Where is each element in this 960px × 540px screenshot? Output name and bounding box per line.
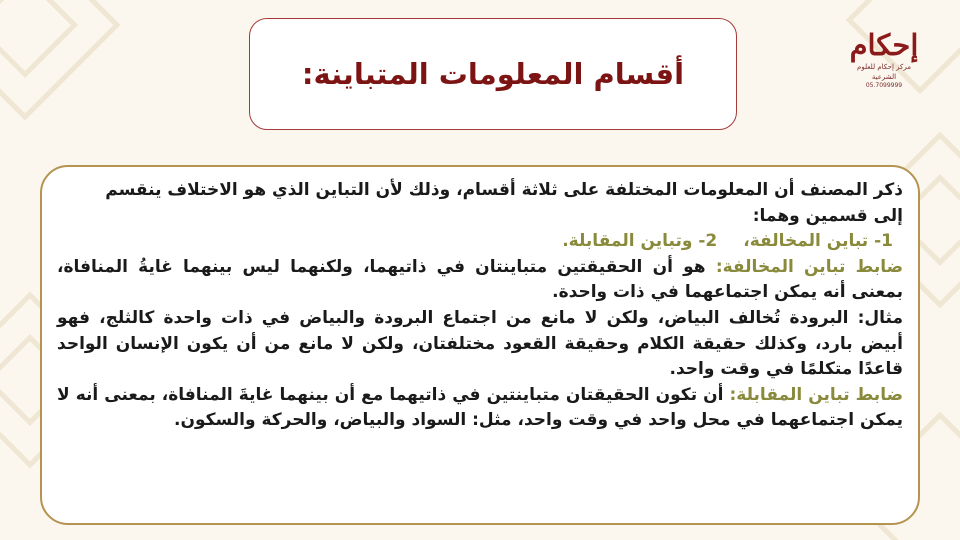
logo-mark: إحكام <box>849 28 919 62</box>
brand-logo <box>846 28 922 94</box>
type-item-1: 1- تباين المخالفة، <box>743 231 893 252</box>
content-box <box>40 165 920 525</box>
example-paragraph: مثال: البرودة تُخالف البياض، ولكن لا مانع من اجتماع البرودة والبياض في ذات واحدة كالثلج، فهو أبيض بارد، وكذلك حقيقة الكلام وحقيقة القعود مختلفتان، ولكن لا مانع من أن يكون الإنسان الواحد قاعدًا متكلمًا في وقت واحد. <box>57 307 903 380</box>
title-box <box>249 18 737 130</box>
rule-mukhalafa-label: ضابط تباين المخالفة: <box>715 256 904 277</box>
intro-line-2: إلى قسمين وهما: <box>752 205 903 226</box>
logo-number: 05.7099999 <box>865 82 903 89</box>
intro-line-1: ذكر المصنف أن المعلومات المختلفة على ثلاثة أقسام، وذلك لأن التباين الذي هو الاختلاف ينقسم <box>105 180 903 200</box>
rule-muqabala <box>57 383 903 434</box>
rule-mukhalafa <box>57 255 903 306</box>
logo-subtitle: مركز إحكام للعلوم الشرعية <box>857 63 911 81</box>
rule-muqabala-text: أن تكون الحقيقتان متباينتين في ذاتيهما مع أن بينهما غايةَ المنافاة، بمعنى أنه لا يمكن اجتماعهما في محل واحد في وقت واحد، مثل: السواد والبياض، والحركة والسكون. <box>57 384 903 431</box>
rule-mukhalafa-text: هو أن الحقيقتين متباينتان في ذاتيهما، ولكنهما ليس بينهما غايةُ المنافاة، بمعنى أنه يمكن اجتماعهما في ذات واحدة. <box>57 256 903 303</box>
type-item-2: 2- وتباين المقابلة. <box>562 231 718 252</box>
rule-muqabala-label: ضابط تباين المقابلة: <box>729 384 904 405</box>
types-list <box>57 229 903 255</box>
content-text <box>57 178 903 434</box>
slide-title: أقسام المعلومات المتباينة: <box>301 57 685 91</box>
